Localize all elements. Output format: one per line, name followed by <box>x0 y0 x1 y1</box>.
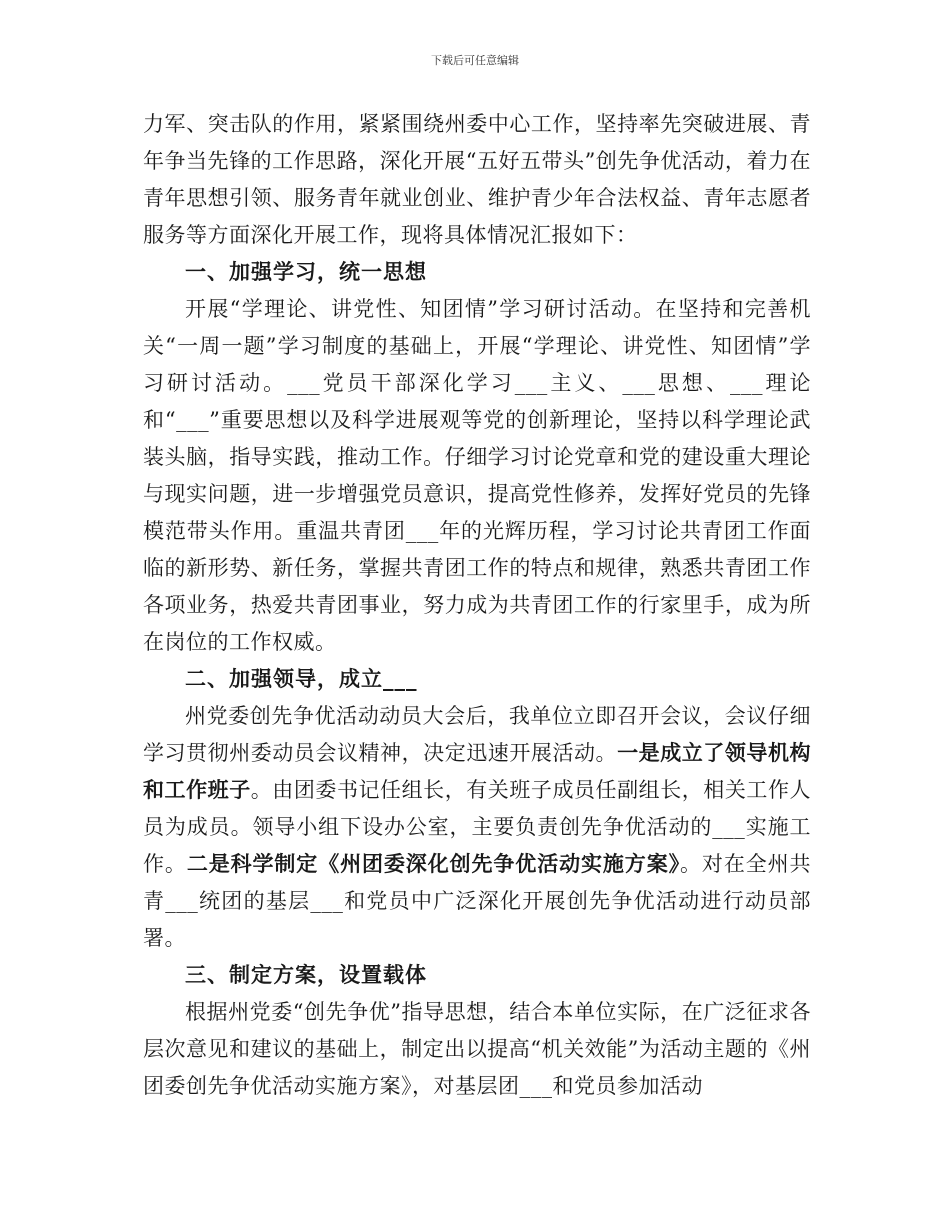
section-2-text-b: 。由团委书记任组长，有关班子成员任副组长，相关工作人员为成员。领导小组下设办公室，主要负责创先争优活动的___实施工作。 <box>143 778 811 876</box>
section-2-bold-b: 二是科学制定《州团委深化创先争优活动实施方案》 <box>186 852 681 876</box>
intro-paragraph: 力军、突击队的作用，紧紧围绕州委中心工作，坚持率先突破进展、青年争当先锋的工作思路，深化开展“五好五带头”创先争优活动，着力在青年思想引领、服务青年就业创业、维护青少年合法权益、青年志愿者服务等方面深化开展工作，现将具体情况汇报如下： <box>143 112 811 247</box>
section-2-heading: 二、加强领导，成立___ <box>185 667 418 691</box>
section-3-paragraph: 根据州党委“创先争优”指导思想，结合本单位实际，在广泛征求各层次意见和建议的基础上，制定出以提高“机关效能”为活动主题的《州团委创先争优活动实施方案》，对基层团___和党员参加活动 <box>143 1000 811 1098</box>
section-2-text-c: 。对在全州共青___统团的基层___和党员中广泛深化开展创先争优活动进行动员部署。 <box>143 852 812 950</box>
section-1-paragraph: 开展“学理论、讲党性、知团情”学习研讨活动。在坚持和完善机关“一周一题”学习制度的基础上，开展“学理论、讲党性、知团情”学习研讨活动。___党员干部深化学习___主义、___思想、___理论和“___”重要思想以及科学进展观等党的创新理论，坚持以科学理论武装头脑，指导实践，推动工作。仔细学习讨论党章和党的建设重大理论与现实问题，进一步增强党员意识，提高党性修养，发挥好党员的先锋模范带头作用。重温共青团___年的光辉历程，学习讨论共青团工作面临的新形势、新任务，掌握共青团工作的特点和规律，熟悉共青团工作各项业务，热爱共青团事业，努力成为共青团工作的行家里手，成为所在岗位的工作权威。 <box>143 297 811 654</box>
section-2-paragraph <box>143 698 811 957</box>
section-1-heading: 一、加强学习，统一思想 <box>185 260 427 284</box>
document-body <box>143 106 811 1105</box>
page-header: 下载后可任意编辑 <box>431 54 519 67</box>
section-3-heading: 三、制定方案，设置载体 <box>185 963 427 987</box>
section-2-text-a: 州党委创先争优活动动员大会后，我单位立即召开会议，会议仔细学习贯彻州委动员会议精神，决定迅速开展活动。 <box>143 704 811 765</box>
section-2-bold-a: 一是成立了领导机构和工作班子 <box>143 741 812 802</box>
